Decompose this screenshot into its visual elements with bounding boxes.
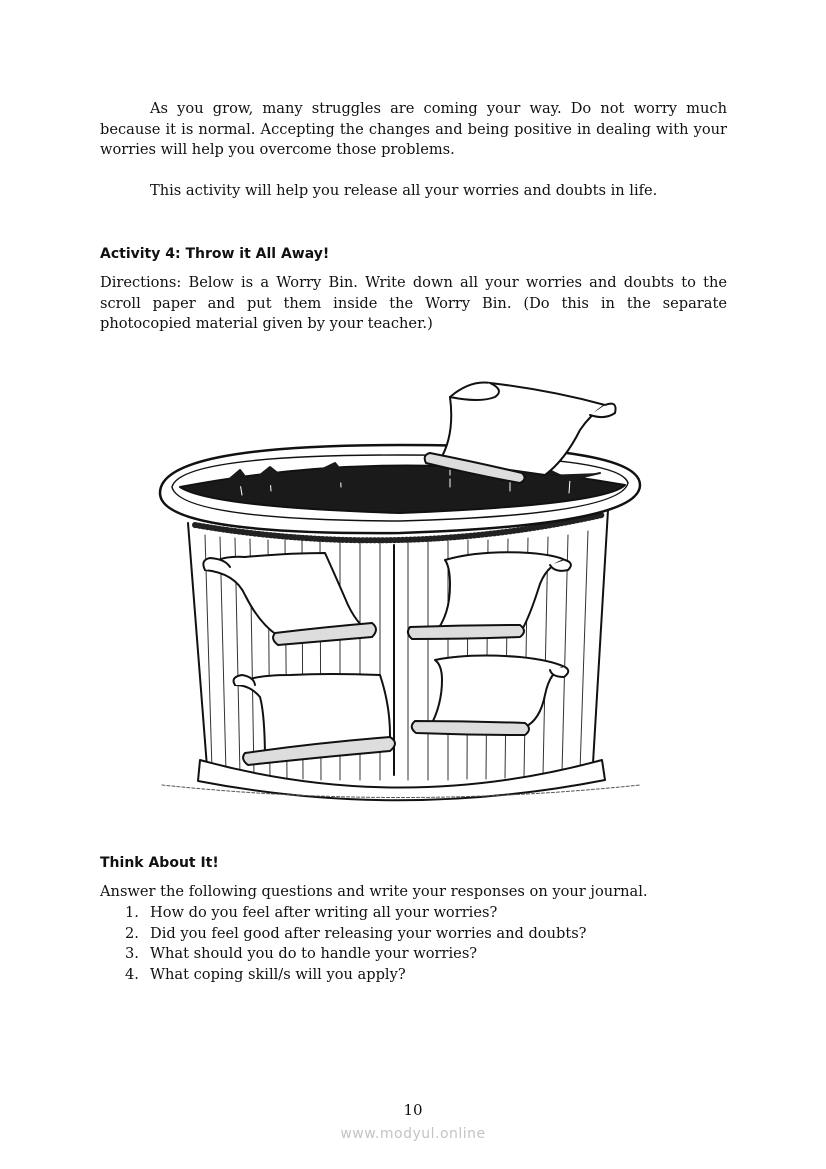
question-number: 3.	[125, 945, 139, 963]
page-number: 10	[403, 1101, 423, 1119]
list-item	[100, 944, 727, 965]
think-title: Think About It!	[100, 855, 219, 871]
activity-title: Activity 4: Throw it All Away!	[100, 246, 330, 262]
bin-contents	[180, 465, 625, 513]
question-text: Did you feel good after releasing your worries and doubts?	[150, 924, 587, 942]
think-instruction: Answer the following questions and write your responses on your journal.	[100, 883, 648, 900]
watermark: www.modyul.online	[340, 1126, 486, 1142]
question-list	[100, 903, 727, 985]
intro-paragraph-1: As you grow, many struggles are coming your way. Do not worry much because it is normal. Accepting the changes and being positive in dealing with your worries will help you overcome those problems.	[100, 100, 727, 159]
question-text: How do you feel after writing all your worries?	[150, 904, 498, 921]
question-number: 2.	[125, 924, 139, 942]
list-item	[100, 965, 727, 986]
question-text: What coping skill/s will you apply?	[150, 965, 406, 983]
question-text: What should you do to handle your worries?	[150, 945, 478, 963]
worry-bin-illustration	[150, 375, 650, 815]
list-item	[100, 903, 727, 924]
question-number: 4.	[125, 965, 139, 983]
list-item	[100, 924, 727, 945]
intro-paragraph-2: This activity will help you release all your worries and doubts in life.	[150, 182, 658, 199]
bin-body	[188, 510, 608, 792]
activity-directions: Directions: Below is a Worry Bin. Write down all your worries and doubts to the scroll paper and put them inside the Worry Bin. (Do this in the separate photocopied material given by your teacher.)	[100, 274, 727, 333]
question-number: 1.	[125, 904, 139, 921]
scroll-top	[425, 383, 616, 483]
